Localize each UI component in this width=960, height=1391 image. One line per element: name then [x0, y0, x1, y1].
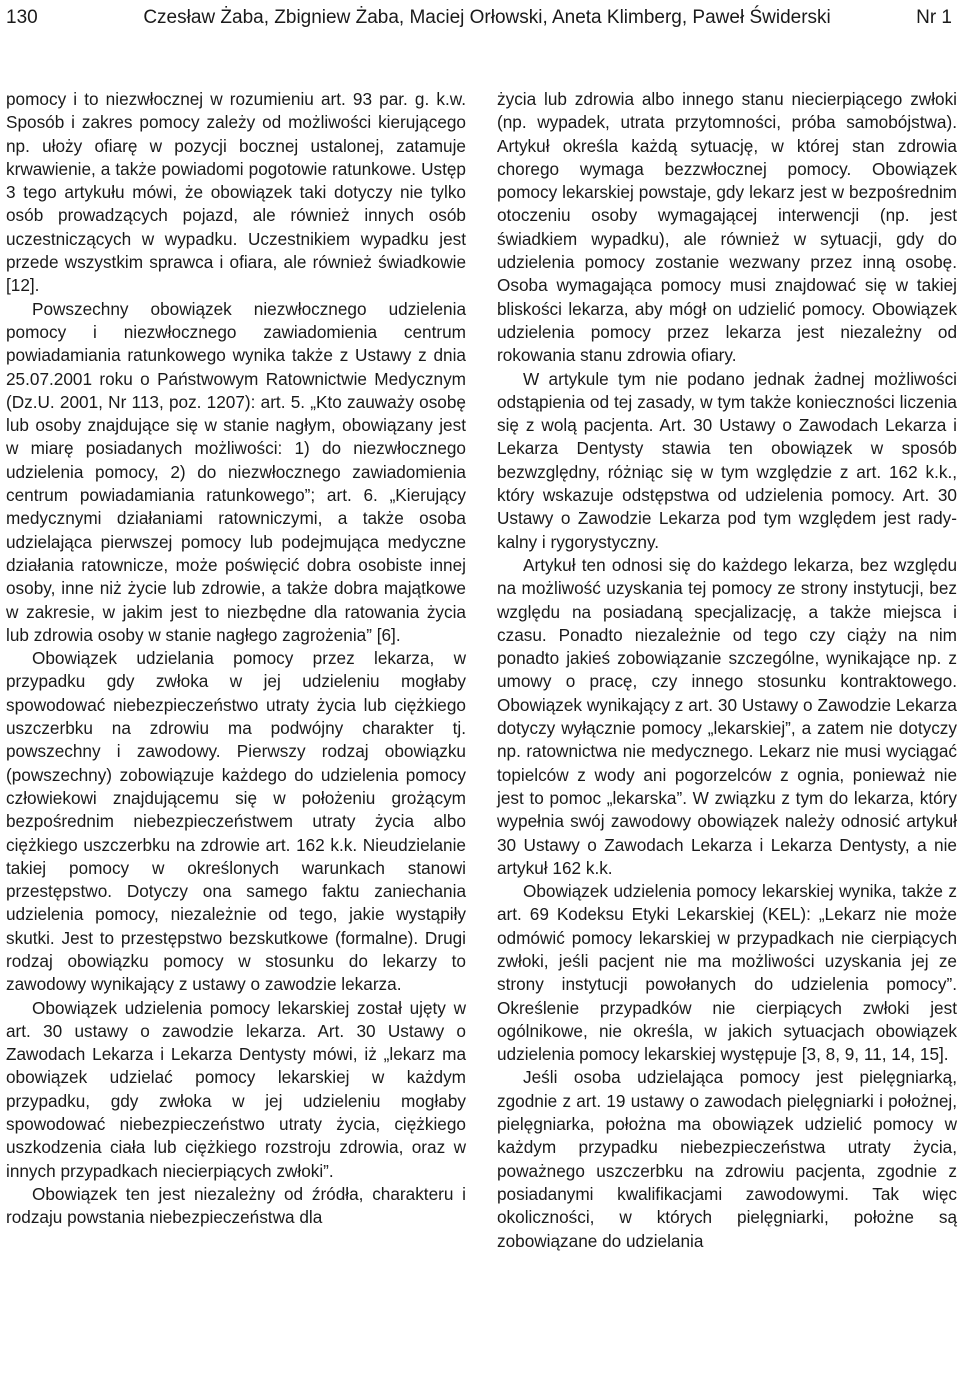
paragraph: Artykuł ten odnosi się do każdego lekarza, bez względu na możliwość uzyskania tej pomocy ze strony instytucji, bez względu na posiadaną specjalizację, a także miejsca i czasu. Ponadto niezależnie od tego czy ciąży na nim ponadto jakieś zobowiązanie szczególne, wynikające np. z umowy o pracę, czy innego stosunku kontraktowego. Obowiązek wynikający z art. 30 Ustawy o Zawodzie Lekarza dotyczy wyłącznie pomocy „lekarskiej”, a zatem nie dotyczy np. ratownictwa nie medycznego. Lekarz nie musi wyciągać topielców z wody ani pogorzelców z ognia, ponieważ nie jest to pomoc „lekarska”. W związku z tym do lekarza, który wypełnia swój zawodowy obowiązek należy odnosić artykuł 30 Ustawy o Zawodach Lekarza i Lekarza Dentysty, a nie artykuł 162 k.k. — [497, 554, 957, 878]
paragraph: Obowiązek udzielania pomocy przez lekarza, w przypadku gdy zwłoka w jej udzieleniu mogłaby spowodować niebezpieczeństwo utraty życia lub ciężkiego uszczerbku na zdrowiu ma podwójny charakter tj. powszechny i zawodowy. Pierwszy rodzaj obowiązku (powszechny) zobowiązuje każdego do udzielenia pomocy człowiekowi znajdującemu się w położeniu grożącym bezpośrednim niebezpieczeństwem utraty życia albo ciężkiego uszczerbku na zdrowie art. 162 k.k. Nieudzielanie takiej pomocy w określonych warunkach stanowi przestępstwo. Dotyczy ona samego faktu zaniechania udzielenia pomocy, niezależnie od tego, jakie wystąpiły skutki. Jest to przestępstwo bezskutkowe (formalne). Drugi rodzaj obowiązku pomocy w stosunku do lekarzy to zawodowy wynikający z ustawy o zawodzie lekarza. — [6, 648, 466, 995]
page-number: 130 — [6, 7, 38, 28]
issue-number: Nr 1 — [916, 7, 952, 28]
running-header — [6, 4, 952, 32]
header-authors: Czesław Żaba, Zbigniew Żaba, Maciej Orłowski, Aneta Klimberg, Paweł Świderski — [143, 7, 831, 28]
paragraph: W artykule tym nie podano jednak żadnej możliwości odstąpienia od tej zasady, w tym także konieczności liczenia się z wolą pacjenta. Art. 30 Ustawy o Zawodach Lekarza i Lekarza Dentysty stawia ten obowiązek w sposób bezwzględny, różniąc się w tym względzie z art. 162 k.k., który wskazuje odstępstwa od udzielenia pomocy. Art. 30 Ustawy o Zawodzie Lekarza pod tym względem jest radykalny i rygorystyczny. — [497, 368, 957, 552]
paragraph: Powszechny obowiązek niezwłocznego udzielenia pomocy i niezwłocznego zawiadomienia centrum powiadamiania ratunkowego wynika także z Ustawy z dnia 25.07.2001 roku o Państwowym Ratownictwie Medycznym (Dz.U. 2001, Nr 113, poz. 1207): art. 5. „Kto zauważy osobę lub osoby znajdujące się w stanie nagłym, obowiązany jest w miarę posiadanych możliwości: 1) do niezwłocznego udzielenia pomocy, 2) do niezwłocznego zawiadomienia centrum powiadamiania ratunkowego”; art. 6. „Kierujący medycznymi działaniami ratowniczymi, a także osoba udzielająca pierwszej pomocy lub podejmująca medyczne działania ratownicze, może poświęcić dobra osobiste innej osoby, inne niż życie lub zdrowie, a także dobra majątkowe w zakresie, w jakim jest to niezbędne dla ratowania życia lub zdrowia osoby w stanie nagłego zagrożenia” [6]. — [6, 298, 466, 645]
paragraph: Obowiązek udzielenia pomocy lekarskiej został ujęty w art. 30 ustawy o zawodzie lekarza. Art. 30 Ustawy o Zawodach Lekarza i Lekarza Dentysty mówi, iż „lekarz ma obowiązek udzielać pomocy lekarskiej w każdym przypadku, gdy zwłoka w jej udzieleniu mogłaby spowodować niebezpieczeństwo utraty życia, ciężkiego uszkodzenia ciała lub ciężkiego rozstroju zdrowia, oraz w innych przypadkach niecierpiących zwłoki”. — [6, 997, 466, 1181]
paragraph: Jeśli osoba udzielająca pomocy jest pielęgniarką, zgodnie z art. 19 ustawy o zawodach pielęgniarki i położnej, pielęgniarka, położna ma obowiązek udzielić pomocy w każdym przypadku niebezpieczeństwa utraty życia, poważnego uszczerbku na zdrowiu pacjenta, zgodnie z posiadanymi kwalifikacjami zawodowymi. Tak więc okoliczności, w których pielęgniarki, położne są zobowiązane do udzielania — [497, 1067, 957, 1251]
paragraph: Obowiązek ten jest niezależny od źródła, charakteru i rodzaju powstania niebezpieczeństwa dla — [6, 1183, 466, 1228]
paragraph: pomocy i to niezwłocznej w rozumieniu art. 93 par. g. k.w. Sposób i zakres pomocy zależy od możliwości kierującego np. ułoży ofiarę w pozycji bocznej ustalonej, zatamuje krwawienie, a także powiadomi pogotowie ratunkowe. Ustęp 3 tego artykułu mówi, że obowiązek taki dotyczy nie tylko osób prowadzących pojazd, ale również innych osób uczestniczących w wypadku. Uczestnikiem wypadku jest przede wszystkim sprawca i ofiara, ale również świadkowie [12]. — [6, 89, 466, 296]
paragraph: Obowiązek udzielenia pomocy lekarskiej wynika, także z art. 69 Kodeksu Etyki Lekarskiej (KEL): „Lekarz nie może odmówić pomocy lekarskiej w przypadkach nie cierpiących zwłoki, jeśli pacjent nie ma możliwości uzyskania jej ze strony instytucji powołanych do udzielenia pomocy”. Określenie przypadków nie cierpiących zwłoki jest ogólnikowe, nie określa, w jakich sytuacjach obowiązek udzielenia pomocy lekarskiej występuje [3, 8, 9, 11, 14, 15]. — [497, 881, 957, 1065]
right-column — [497, 88, 957, 1253]
paragraph: życia lub zdrowia albo innego stanu niecierpiącego zwłoki (np. wypadek, utrata przytomności, próba samobójstwa). Artykuł określa każdą sytuację, w której stan zdrowia chorego wymaga bezzwłocznej pomocy. Obowiązek pomocy lekarskiej powstaje, gdy lekarz jest w bezpośrednim otoczeniu osoby wymagającej interwencji (np. jest świadkiem wypadku), ale również w sytuacji, gdy do udzielenia pomocy zostanie wezwany przez inną osobę. Osoba wymagająca pomocy musi znajdować się w takiej bliskości lekarza, aby mógł on udzielić pomocy. Obowiązek udzielenia pomocy przez lekarza jest niezależny od rokowania stanu zdrowia ofiary. — [497, 89, 957, 366]
left-column — [6, 88, 466, 1230]
